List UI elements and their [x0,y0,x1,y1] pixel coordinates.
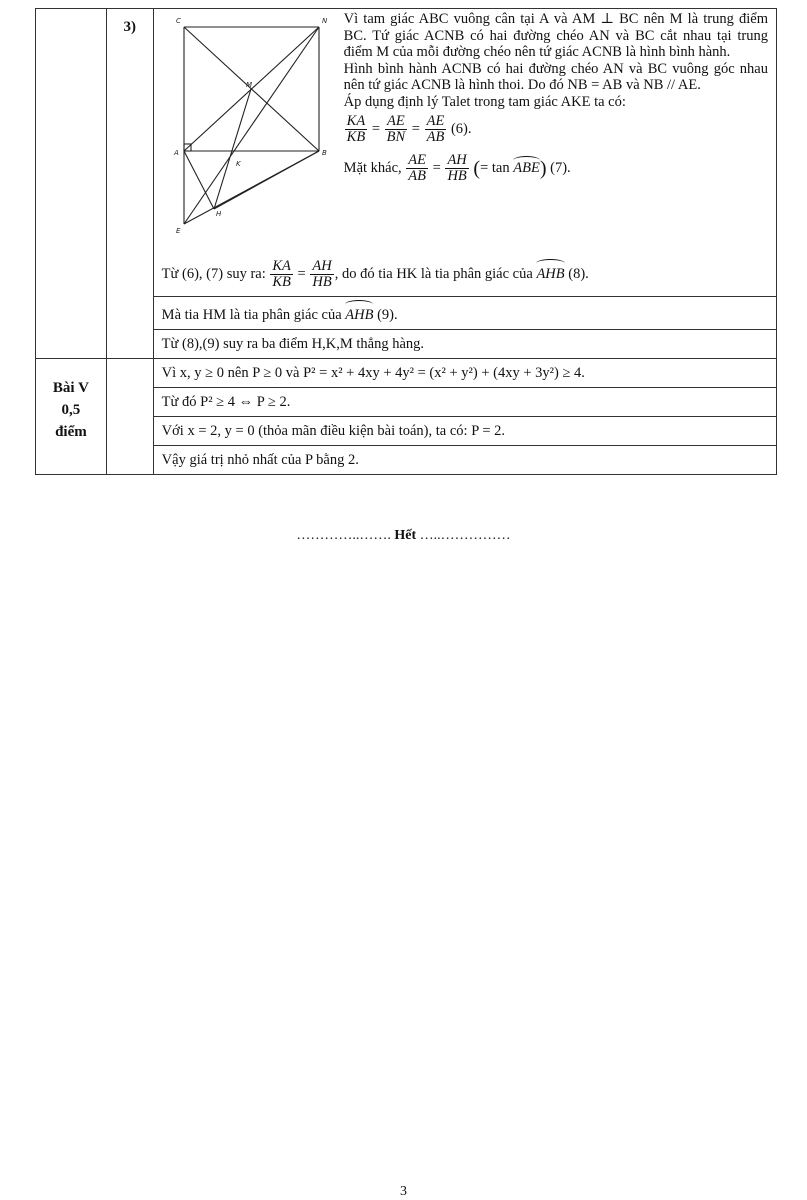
bai-5-points-unit: điểm [55,424,87,441]
question-number: 3) [123,19,136,35]
eq9-label: (9). [377,307,398,324]
bai-5-solution [153,359,776,475]
paragraph-2: Hình bình hành ACNB có hai đường chéo AN và BC vuông góc nhau nên tứ giác ACNB là hình thoi. Do đó NB = AB và NB // AE. [343,60,768,93]
solution-table [35,8,777,475]
equation-6: $\frac{KA}{KB}$ = $\frac{AE}{BN}$ = $\frac{AE}{AB}$ (6). [346,113,472,145]
label-e: E [175,227,181,235]
label-c: C [175,17,181,25]
bai-5-points: 0,5 [61,402,81,419]
question-3-solution [153,9,776,359]
end-marker [0,528,807,544]
question-number-cell [106,9,153,359]
bai5-line-1: Vì x, y ≥ 0 nên P ≥ 0 và P² = x² + 4xy + 4y² = (x² + y²) + (4xy + 3y²) ≥ 4. [161,365,585,382]
label-a: A [173,149,179,157]
label-k: K [235,160,241,168]
equation-7: Mặt khác, $\frac{AE}{AB}$ = $\frac{AH}{HB}$ (= tan ABE) (7). [343,152,571,184]
paragraph-3: Áp dụng định lý Talet trong tam giác AKE ta có: [343,93,626,110]
bai-5-title: Bài V [52,380,89,397]
eq7-label: (7). [550,159,571,176]
tu67-text: Từ (6), (7) suy ra: [161,266,266,282]
label-n: N [321,17,327,25]
label-h: H [215,210,221,218]
bai5-line-2: Từ đó P² ≥ 4 ⇔ P ≥ 2. [154,387,776,416]
page-number: 3 [400,1184,407,1199]
paragraph-1: Vì tam giác ABC vuông cân tại A và AM ⊥ BC nên M là trung điểm BC. Tứ giác ACNB có hai đường chéo AN và BC cắt nhau tại trung điểm M của mỗi đường chéo nên tứ giác ACNB là hình bình hành. [343,11,768,60]
line-tu-6-7: Từ (6), (7) suy ra: $\frac{KA}{KB}$ = $\frac{AH}{HB}$ , do đó tia HK là tia phân giác của AHB (8). [161,258,589,291]
het-text: Hết [394,528,417,543]
eq6-label: (6). [450,120,472,137]
bai5-line-4: Vậy giá trị nhỏ nhất của P bằng 2. [154,445,776,474]
ma-tia-text: Mà tia HM là tia phân giác của [161,307,342,324]
empty-cell [36,9,107,359]
mat-khac-text: Mặt khác, [343,159,402,176]
line-conclusion: Từ (8),(9) suy ra ba điểm H,K,M thẳng hàng. [154,329,776,358]
label-b: B [321,149,327,157]
proof-text [344,9,776,259]
line-ma-tia: Mà tia HM là tia phân giác của AHB (9). [154,296,776,329]
dots-left: …………..……. [296,528,391,543]
tu67-end: do đó tia HK là tia phân giác của [341,266,533,282]
label-m: M [245,81,252,89]
empty-cell [106,359,153,475]
bai5-line-3: Với x = 2, y = 0 (thỏa mãn điều kiện bài toán), ta có: P = 2. [154,416,776,445]
geometry-figure [154,9,344,259]
eq8-label: (8). [568,266,589,282]
dots-right: …..…………… [419,528,511,543]
bai-5-header-cell [36,359,107,475]
